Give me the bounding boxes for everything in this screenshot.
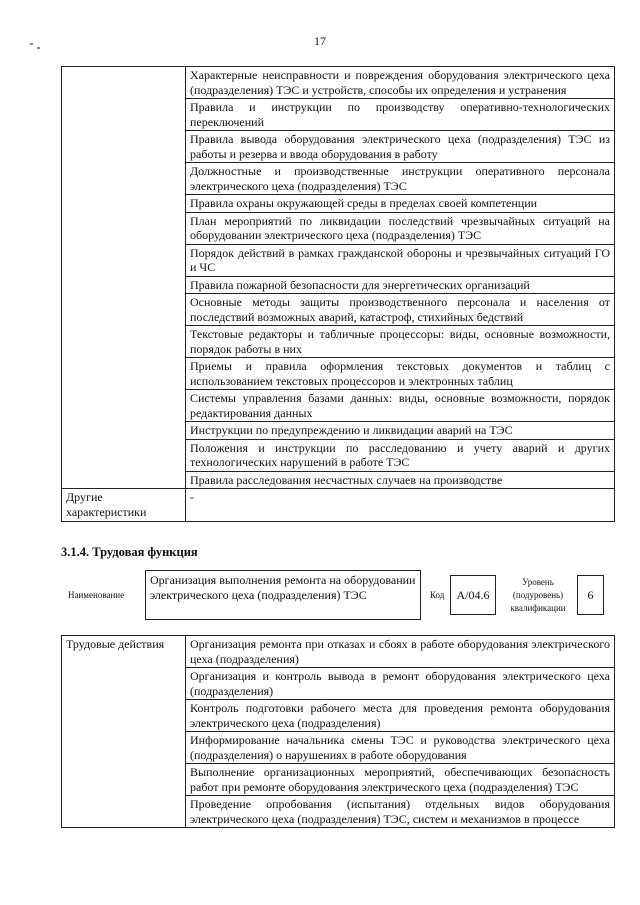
knowledge-item: Правила охраны окружающей среды в пределах своей компетенции <box>186 195 615 213</box>
labor-actions-table <box>61 635 615 828</box>
knowledge-item: Текстовые редакторы и табличные процессоры: виды, основные возможности, порядок работы в них <box>186 326 615 358</box>
other-characteristics-label: Другие характеристики <box>62 489 186 522</box>
function-code: A/04.6 <box>450 575 496 615</box>
labor-function-header <box>61 570 609 620</box>
table-row <box>62 636 615 668</box>
knowledge-item: План мероприятий по ликвидации последствий чрезвычайных ситуаций на оборудовании электрического цеха (подразделения) ТЭС <box>186 212 615 244</box>
table-row <box>62 67 615 99</box>
qualification-level: 6 <box>577 575 604 615</box>
section-heading: 3.1.4. Трудовая функция <box>61 545 198 559</box>
knowledge-item: Положения и инструкции по расследованию и учету аварий и других технологических нарушений в работе ТЭС <box>186 439 615 471</box>
knowledge-item: Характерные неисправности и повреждения оборудования электрического цеха (подразделения) ТЭС и устройств, способы их определения и устранения <box>186 67 615 99</box>
labor-action-item: Организация ремонта при отказах и сбоях в работе оборудования электрического цеха (подразделения) <box>186 636 615 668</box>
labor-action-item: Выполнение организационных мероприятий, обеспечивающих безопасность работ при ремонте оборудования электрического цеха (подразделения) ТЭС <box>186 764 615 796</box>
page-number: 17 <box>314 34 326 48</box>
knowledge-item: Должностные и производственные инструкции оперативного персонала электрического цеха (подразделения) ТЭС <box>186 163 615 195</box>
labor-action-item: Организация и контроль вывода в ремонт оборудования электрического цеха (подразделения) <box>186 668 615 700</box>
knowledge-item: Правила и инструкции по производству оперативно-технологических переключений <box>186 99 615 131</box>
labor-action-item: Информирование начальника смены ТЭС и руководства электрического цеха (подразделения) о нарушениях в работе оборудования <box>186 732 615 764</box>
knowledge-item: Системы управления базами данных: виды, основные возможности, порядок редактирования данных <box>186 390 615 422</box>
knowledge-item: Основные методы защиты производственного персонала и населения от последствий возможных аварий, катастроф, стихийных бедствий <box>186 294 615 326</box>
other-characteristics-value: - <box>186 489 615 522</box>
function-code-label: Код <box>430 590 445 600</box>
function-name-label: Наименование <box>68 590 125 600</box>
labor-action-item: Контроль подготовки рабочего места для проведения ремонта оборудования электрического цеха (подразделения) <box>186 700 615 732</box>
labor-actions-label: Трудовые действия <box>62 636 186 828</box>
qualification-level-label: Уровень (подуровень) квалификации <box>510 577 566 613</box>
labor-action-item: Проведение опробования (испытания) отдельных видов оборудования электрического цеха (подразделения) ТЭС, систем и механизмов в процессе <box>186 796 615 828</box>
knowledge-item: Приемы и правила оформления текстовых документов и таблиц с использованием текстовых процессоров и электронных таблиц <box>186 358 615 390</box>
knowledge-item: Правила расследования несчастных случаев на производстве <box>186 471 615 489</box>
knowledge-item: Инструкции по предупреждению и ликвидации аварий на ТЭС <box>186 422 615 440</box>
knowledge-item: Правила пожарной безопасности для энергетических организаций <box>186 276 615 294</box>
table-row <box>62 489 615 522</box>
knowledge-table <box>61 66 615 522</box>
knowledge-item: Правила вывода оборудования электрического цеха (подразделения) ТЭС из работы и резерва и ввода оборудования в работу <box>186 131 615 163</box>
knowledge-item: Порядок действий в рамках гражданской обороны и чрезвычайных ситуаций ГО и ЧС <box>186 244 615 276</box>
knowledge-label-cell <box>62 67 186 489</box>
function-name: Организация выполнения ремонта на оборудовании электрического цеха (подразделения) ТЭС <box>145 570 421 620</box>
